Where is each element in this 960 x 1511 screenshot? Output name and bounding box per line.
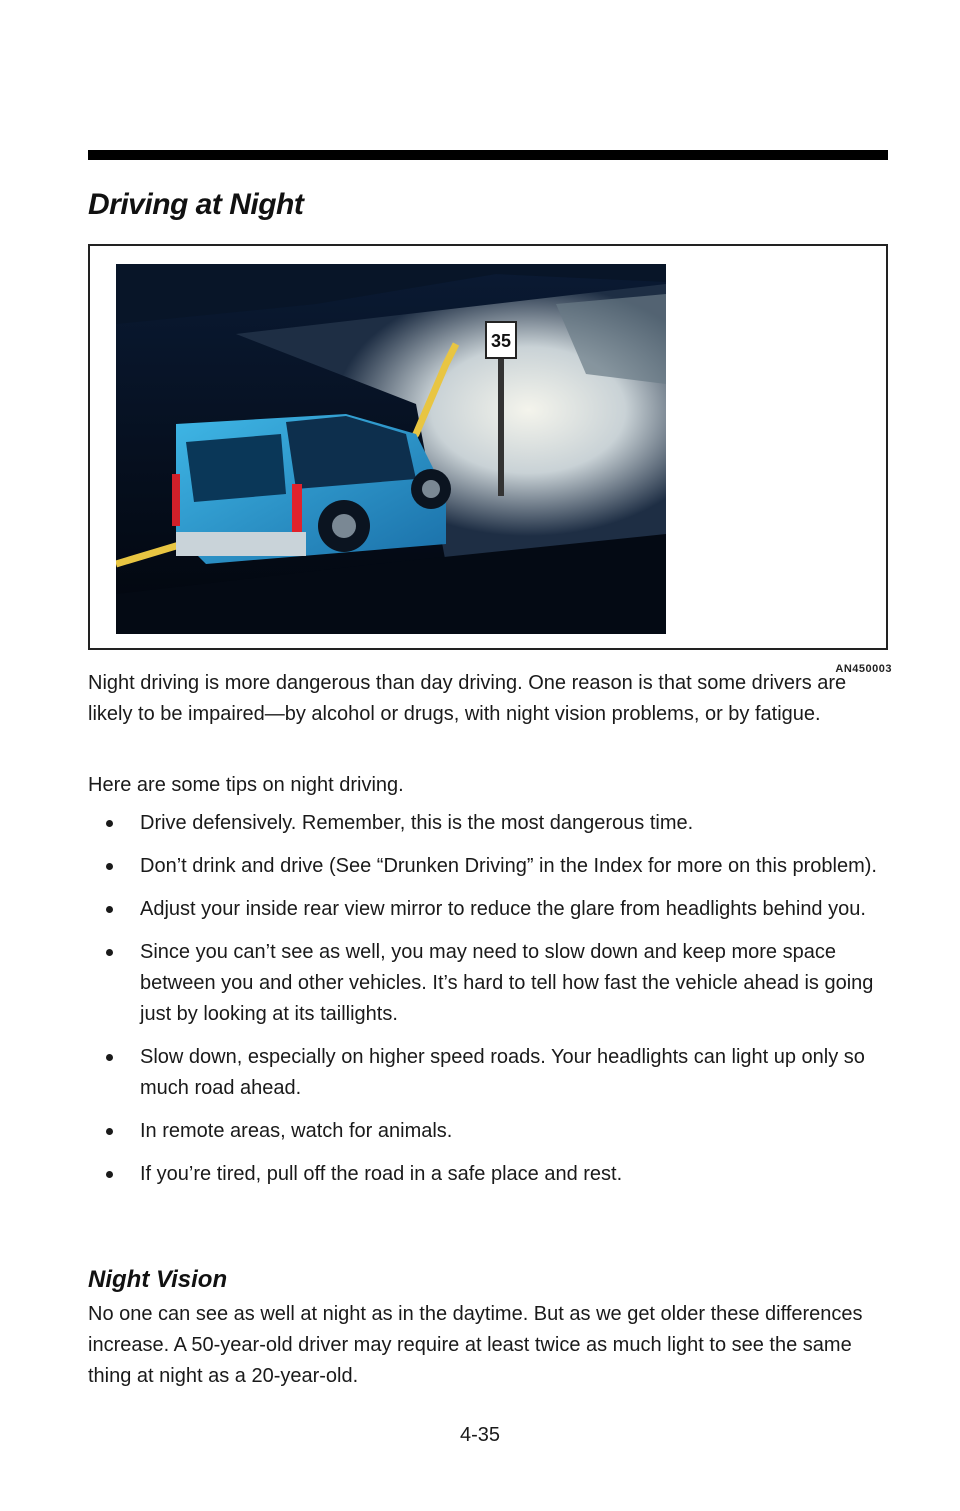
left-taillight bbox=[172, 474, 180, 526]
list-item bbox=[88, 937, 878, 1030]
list-item bbox=[88, 1116, 878, 1147]
tips-list bbox=[88, 808, 878, 1202]
list-item bbox=[88, 1042, 878, 1104]
bullet-icon bbox=[106, 1128, 113, 1135]
tip-text: Drive defensively. Remember, this is the most dangerous time. bbox=[140, 812, 694, 834]
rear-hubcap bbox=[332, 514, 356, 538]
right-taillight bbox=[292, 484, 302, 538]
night-scene-svg bbox=[116, 264, 666, 634]
tips-lead: Here are some tips on night driving. bbox=[88, 774, 404, 796]
bullet-icon bbox=[106, 906, 113, 913]
bullet-icon bbox=[106, 1171, 113, 1178]
speed-limit-number: 35 bbox=[490, 331, 512, 351]
front-hubcap bbox=[422, 480, 440, 498]
night-vision-paragraph: No one can see as well at night as in the daytime. But as we get older these differences increase. A 50-year-old driver may require at least twice as much light to see the same thing at night as a 20-year-old. bbox=[88, 1303, 863, 1387]
section-title: Driving at Night bbox=[88, 188, 304, 221]
tip-text: In remote areas, watch for animals. bbox=[140, 1120, 453, 1142]
bullet-icon bbox=[106, 820, 113, 827]
figure-code: AN450003 bbox=[835, 663, 892, 675]
figure-frame bbox=[88, 244, 888, 650]
night-vision-heading: Night Vision bbox=[88, 1266, 228, 1293]
night-driving-illustration bbox=[116, 264, 666, 634]
top-rule bbox=[88, 150, 888, 160]
bullet-icon bbox=[106, 1054, 113, 1061]
bullet-icon bbox=[106, 863, 113, 870]
tip-text: Since you can’t see as well, you may need to slow down and keep more space between you and other vehicles. It’s hard to tell how fast the vehicle ahead is going just by looking at its taillights. bbox=[140, 941, 874, 1025]
list-item bbox=[88, 1159, 878, 1190]
intro-paragraph: Night driving is more dangerous than day driving. One reason is that some drivers are likely to be impaired—by alcohol or drugs, with night vision problems, or by fatigue. bbox=[88, 672, 847, 725]
tip-text: Don’t drink and drive (See “Drunken Driving” in the Index for more on this problem). bbox=[140, 855, 877, 877]
tip-text: Adjust your inside rear view mirror to reduce the glare from headlights behind you. bbox=[140, 898, 866, 920]
list-item bbox=[88, 851, 878, 882]
list-item bbox=[88, 808, 878, 839]
list-item bbox=[88, 894, 878, 925]
bullet-icon bbox=[106, 949, 113, 956]
sign-post bbox=[498, 346, 504, 496]
page-number: 4-35 bbox=[459, 1424, 501, 1446]
rear-bumper bbox=[176, 532, 306, 556]
tip-text: If you’re tired, pull off the road in a safe place and rest. bbox=[140, 1163, 623, 1185]
suv-rear-window bbox=[186, 434, 286, 502]
tip-text: Slow down, especially on higher speed roads. Your headlights can light up only so much road ahead. bbox=[140, 1046, 865, 1099]
